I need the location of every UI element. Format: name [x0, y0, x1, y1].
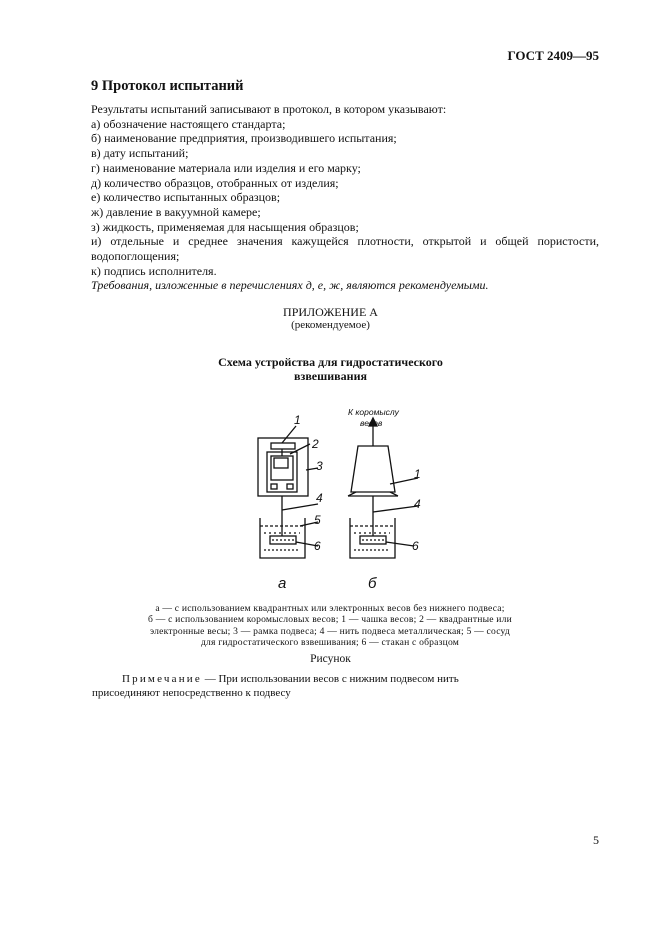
list-item: б) наименование предприятия, производившего испытания; — [91, 131, 397, 146]
footnote-line-1 — [122, 672, 532, 686]
list-item: в) дату испытаний; — [91, 146, 189, 161]
list-item: е) количество испытанных образцов; — [91, 190, 281, 205]
footnote-prefix: Примечание — [122, 673, 202, 685]
footnote — [92, 672, 532, 700]
section-title: 9 Протокол испытаний — [91, 78, 244, 94]
section-body — [91, 102, 599, 293]
list-item: а) обозначение настоящего стандарта; — [91, 116, 286, 131]
label-1b: 1 — [414, 467, 421, 481]
appendix-title: ПРИЛОЖЕНИЕ А — [283, 305, 378, 319]
figure-caption — [140, 603, 520, 649]
footnote-text: — При использовании весов с нижним подвесом нить — [201, 673, 459, 685]
arrow-label-line-2: весов — [360, 418, 383, 428]
caption-line: электронные весы; 3 — рамка подвеса; 4 — нить подвеса металлическая; 5 — сосуд — [150, 625, 510, 637]
label-6a: 6 — [314, 539, 321, 553]
label-3a: 3 — [316, 459, 323, 473]
list-item: з) жидкость, применяемая для насыщения образцов; — [91, 219, 359, 234]
arrow-label-line-1: К коромыслу — [348, 407, 399, 417]
label-4b: 4 — [414, 497, 421, 511]
document-header: ГОСТ 2409—95 — [507, 48, 599, 63]
label-5a: 5 — [314, 513, 321, 527]
caption-line: для гидростатического взвешивания; 6 — стакан с образцом — [200, 637, 460, 649]
label-1a: 1 — [294, 413, 301, 427]
list-item: ж) давление в вакуумной камере; — [91, 204, 261, 219]
balance-pan — [351, 446, 395, 492]
section-note: Требования, изложенные в перечислениях д, е, ж, являются рекомендуемыми. — [91, 278, 489, 293]
list-item: г) наименование материала или изделия и его марку; — [91, 160, 361, 175]
page-number: 5 — [593, 833, 599, 847]
scheme-title-line-2: взвешивания — [294, 369, 367, 383]
figure-label: Рисунок — [310, 653, 351, 665]
balance-housing — [258, 438, 308, 496]
label-4a: 4 — [316, 491, 323, 505]
variant-b-label: б — [368, 575, 377, 592]
list-item-wrapped: и) отдельные и среднее значения кажущейся плотности, открытой и общей пористости, водопоглощения; — [91, 234, 599, 264]
caption-line: б — с использованием коромысловых весов; 1 — чашка весов; 2 — квадрантные или — [148, 614, 512, 626]
label-2a: 2 — [312, 437, 319, 451]
hydrostatic-weighing-diagram — [238, 398, 438, 598]
scheme-title — [0, 355, 661, 383]
appendix-subtitle: (рекомендуемое) — [291, 319, 370, 331]
label-6b: 6 — [412, 539, 419, 553]
scheme-title-line-1: Схема устройства для гидростатического — [218, 355, 443, 369]
balance-top — [271, 443, 295, 449]
variant-a-label: а — [278, 575, 287, 592]
section-intro: Результаты испытаний записывают в протокол, в котором указывают: — [91, 102, 447, 116]
footnote-line-2: присоединяют непосредственно к подвесу — [92, 687, 291, 699]
list-item: к) подпись исполнителя. — [91, 263, 217, 278]
list-item: д) количество образцов, отобранных от изделия; — [91, 175, 339, 190]
caption-line: а — с использованием квадрантных или электронных весов без нижнего подвеса; — [155, 603, 505, 614]
